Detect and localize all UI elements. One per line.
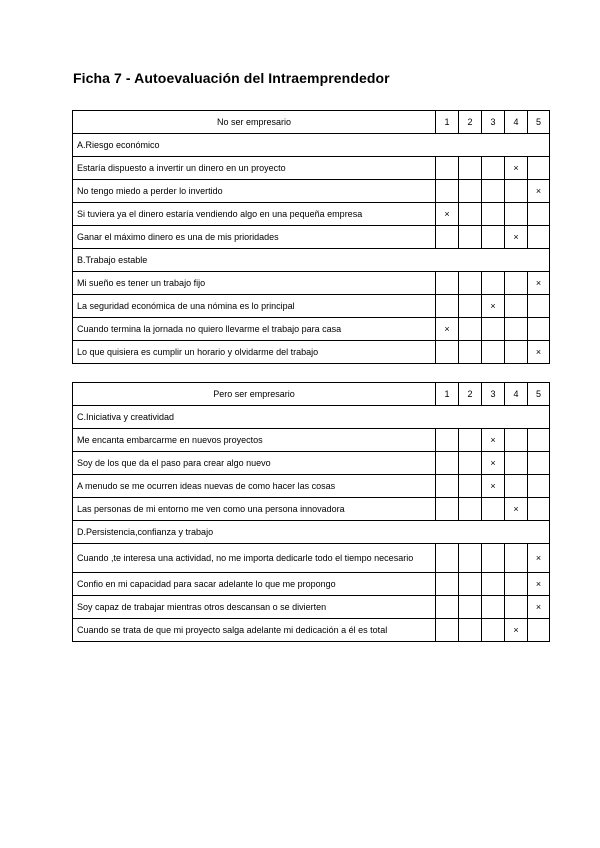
score-header-3: 3 — [482, 111, 505, 134]
score-cell-2[interactable] — [459, 203, 482, 226]
score-cell-3[interactable] — [482, 544, 505, 573]
score-cell-1[interactable] — [436, 295, 459, 318]
table-header-row — [73, 111, 550, 134]
table-row — [73, 475, 550, 498]
score-cell-2[interactable] — [459, 272, 482, 295]
score-cell-2[interactable] — [459, 429, 482, 452]
score-cell-3[interactable] — [482, 226, 505, 249]
item-label: Soy capaz de trabajar mientras otros descansan o se divierten — [73, 596, 436, 619]
score-cell-1[interactable] — [436, 272, 459, 295]
score-cell-4[interactable] — [505, 573, 528, 596]
score-cell-1[interactable] — [436, 596, 459, 619]
section-label: D.Persistencia,confianza y trabajo — [73, 521, 550, 544]
score-header-4: 4 — [505, 111, 528, 134]
check-mark-icon: × — [535, 277, 542, 288]
score-cell-1[interactable] — [436, 318, 459, 341]
item-label: Si tuviera ya el dinero estaría vendiendo algo en una pequeña empresa — [73, 203, 436, 226]
score-cell-3[interactable] — [482, 573, 505, 596]
score-cell-4[interactable] — [505, 452, 528, 475]
score-cell-2[interactable] — [459, 295, 482, 318]
score-cell-1[interactable] — [436, 429, 459, 452]
item-label: A menudo se me ocurren ideas nuevas de como hacer las cosas — [73, 475, 436, 498]
score-cell-4[interactable] — [505, 341, 528, 364]
assessment-table-pero-ser-empresario — [72, 382, 550, 642]
score-header-2: 2 — [459, 111, 482, 134]
check-mark-icon: × — [490, 434, 496, 445]
score-cell-4[interactable] — [505, 295, 528, 318]
table-row — [73, 596, 550, 619]
table-header-label: Pero ser empresario — [73, 383, 436, 406]
score-cell-5[interactable] — [528, 452, 550, 475]
item-label: Me encanta embarcarme en nuevos proyectos — [73, 429, 436, 452]
score-cell-2[interactable] — [459, 452, 482, 475]
score-cell-4[interactable] — [505, 596, 528, 619]
section-row — [73, 249, 550, 272]
score-header-2: 2 — [459, 383, 482, 406]
section-label: A.Riesgo económico — [73, 134, 550, 157]
check-mark-icon: × — [535, 578, 542, 589]
table-header-row — [73, 383, 550, 406]
score-cell-3[interactable] — [482, 452, 505, 475]
score-cell-1[interactable] — [436, 341, 459, 364]
score-cell-1[interactable] — [436, 544, 459, 573]
score-cell-5[interactable] — [528, 157, 550, 180]
table-row — [73, 157, 550, 180]
score-cell-1[interactable] — [436, 180, 459, 203]
score-cell-5[interactable] — [528, 498, 550, 521]
score-cell-4[interactable] — [505, 272, 528, 295]
score-cell-5[interactable] — [528, 295, 550, 318]
score-cell-1[interactable] — [436, 157, 459, 180]
score-cell-5[interactable] — [528, 318, 550, 341]
score-cell-3[interactable] — [482, 619, 505, 642]
score-header-4: 4 — [505, 383, 528, 406]
item-label: La seguridad económica de una nómina es lo principal — [73, 295, 436, 318]
score-cell-5[interactable] — [528, 180, 550, 203]
score-cell-3[interactable] — [482, 475, 505, 498]
score-cell-1[interactable] — [436, 573, 459, 596]
score-cell-4[interactable] — [505, 475, 528, 498]
item-label: Mi sueño es tener un trabajo fijo — [73, 272, 436, 295]
score-cell-1[interactable] — [436, 452, 459, 475]
check-mark-icon: × — [490, 457, 496, 468]
check-mark-icon: × — [535, 346, 542, 357]
table-row — [73, 180, 550, 203]
score-cell-4[interactable] — [505, 498, 528, 521]
score-cell-2[interactable] — [459, 318, 482, 341]
check-mark-icon: × — [535, 185, 542, 196]
score-cell-4[interactable] — [505, 619, 528, 642]
score-cell-1[interactable] — [436, 619, 459, 642]
score-cell-5[interactable] — [528, 429, 550, 452]
section-row — [73, 406, 550, 429]
assessment-table-no-ser-empresario — [72, 110, 550, 364]
score-cell-5[interactable] — [528, 573, 550, 596]
check-mark-icon: × — [490, 480, 496, 491]
score-cell-3[interactable] — [482, 272, 505, 295]
score-cell-2[interactable] — [459, 596, 482, 619]
score-cell-4[interactable] — [505, 157, 528, 180]
check-mark-icon: × — [490, 300, 496, 311]
score-cell-2[interactable] — [459, 544, 482, 573]
check-mark-icon: × — [535, 601, 542, 612]
table-row — [73, 341, 550, 364]
score-cell-5[interactable] — [528, 596, 550, 619]
score-cell-4[interactable] — [505, 318, 528, 341]
score-cell-4[interactable] — [505, 429, 528, 452]
table-row — [73, 498, 550, 521]
score-cell-1[interactable] — [436, 498, 459, 521]
score-cell-1[interactable] — [436, 203, 459, 226]
score-cell-5[interactable] — [528, 475, 550, 498]
score-cell-2[interactable] — [459, 157, 482, 180]
check-mark-icon: × — [513, 624, 519, 635]
section-row — [73, 521, 550, 544]
score-cell-5[interactable] — [528, 226, 550, 249]
score-header-5: 5 — [528, 111, 550, 134]
score-cell-4[interactable] — [505, 203, 528, 226]
table-row — [73, 203, 550, 226]
table-header-label: No ser empresario — [73, 111, 436, 134]
table-row — [73, 619, 550, 642]
item-label: Confio en mi capacidad para sacar adelante lo que me propongo — [73, 573, 436, 596]
section-label: B.Trabajo estable — [73, 249, 550, 272]
score-cell-5[interactable] — [528, 544, 550, 573]
item-label: Ganar el máximo dinero es una de mis prioridades — [73, 226, 436, 249]
check-mark-icon: × — [535, 552, 542, 563]
table-row — [73, 573, 550, 596]
item-label: Cuando ,te interesa una actividad, no me importa dedicarle todo el tiempo necesario — [73, 544, 436, 573]
item-label: Cuando termina la jornada no quiero llevarme el trabajo para casa — [73, 318, 436, 341]
score-cell-5[interactable] — [528, 619, 550, 642]
score-cell-3[interactable] — [482, 596, 505, 619]
table-row — [73, 318, 550, 341]
score-cell-1[interactable] — [436, 475, 459, 498]
score-cell-3[interactable] — [482, 180, 505, 203]
score-cell-5[interactable] — [528, 203, 550, 226]
score-cell-3[interactable] — [482, 429, 505, 452]
score-cell-3[interactable] — [482, 203, 505, 226]
table-row — [73, 452, 550, 475]
score-header-1: 1 — [436, 383, 459, 406]
score-cell-2[interactable] — [459, 180, 482, 203]
item-label: No tengo miedo a perder lo invertido — [73, 180, 436, 203]
table-row — [73, 295, 550, 318]
item-label: Soy de los que da el paso para crear algo nuevo — [73, 452, 436, 475]
score-header-1: 1 — [436, 111, 459, 134]
item-label: Las personas de mi entorno me ven como una persona innovadora — [73, 498, 436, 521]
score-cell-3[interactable] — [482, 498, 505, 521]
score-cell-3[interactable] — [482, 295, 505, 318]
score-header-5: 5 — [528, 383, 550, 406]
section-row — [73, 134, 550, 157]
check-mark-icon: × — [444, 323, 450, 334]
score-cell-5[interactable] — [528, 341, 550, 364]
check-mark-icon: × — [444, 208, 450, 219]
check-mark-icon: × — [513, 231, 519, 242]
score-cell-2[interactable] — [459, 573, 482, 596]
score-cell-4[interactable] — [505, 226, 528, 249]
score-cell-2[interactable] — [459, 341, 482, 364]
score-cell-2[interactable] — [459, 226, 482, 249]
score-cell-4[interactable] — [505, 180, 528, 203]
check-mark-icon: × — [513, 162, 519, 173]
table-row — [73, 226, 550, 249]
item-label: Cuando se trata de que mi proyecto salga adelante mi dedicación a él es total — [73, 619, 436, 642]
score-cell-1[interactable] — [436, 226, 459, 249]
score-cell-3[interactable] — [482, 157, 505, 180]
score-cell-2[interactable] — [459, 475, 482, 498]
score-cell-4[interactable] — [505, 544, 528, 573]
score-cell-2[interactable] — [459, 498, 482, 521]
item-label: Lo que quisiera es cumplir un horario y olvidarme del trabajo — [73, 341, 436, 364]
page-title: Ficha 7 - Autoevaluación del Intraemprendedor — [73, 70, 390, 86]
score-cell-3[interactable] — [482, 318, 505, 341]
table-row — [73, 544, 550, 573]
score-cell-3[interactable] — [482, 341, 505, 364]
section-label: C.Iniciativa y creatividad — [73, 406, 550, 429]
score-header-3: 3 — [482, 383, 505, 406]
score-cell-5[interactable] — [528, 272, 550, 295]
table-row — [73, 429, 550, 452]
item-label: Estaría dispuesto a invertir un dinero en un proyecto — [73, 157, 436, 180]
score-cell-2[interactable] — [459, 619, 482, 642]
table-row — [73, 272, 550, 295]
check-mark-icon: × — [513, 503, 519, 514]
